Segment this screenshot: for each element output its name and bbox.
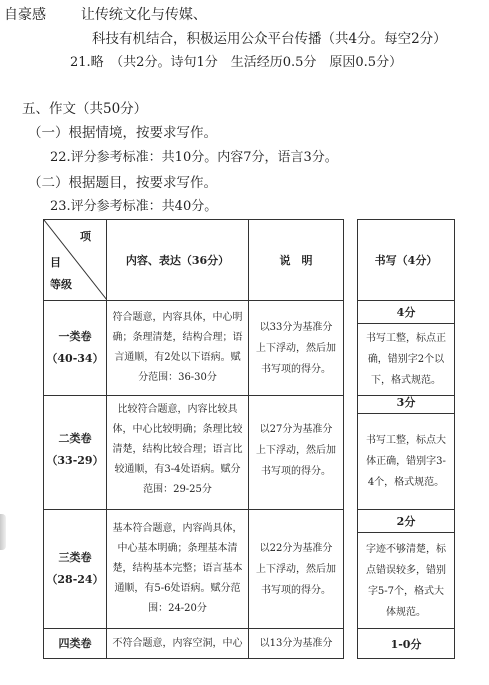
- corner-header-cell: [44, 220, 107, 301]
- table-row: [44, 391, 455, 414]
- header-content: 内容、表达（36分）: [107, 220, 249, 301]
- top-line-1-label: 自豪感: [4, 7, 46, 23]
- grade-cell: [44, 629, 107, 659]
- writing-score: 2分: [358, 510, 455, 533]
- table-header-row: [44, 220, 455, 301]
- header-writing: 书写（4分）: [358, 220, 455, 301]
- grade-range: （28-24）: [46, 573, 104, 586]
- q22-criteria: 22.评分参考标准：共10分。内容7分，语言3分。: [50, 150, 338, 165]
- column-gap: [344, 220, 358, 396]
- q23-criteria: 23.评分参考标准：共40分。: [50, 199, 218, 214]
- writing-desc: 书写工整，标点正确，错别字2个以下，格式规范。: [358, 324, 455, 396]
- grade-range: （33-29）: [46, 454, 104, 467]
- writing-desc: 书写工整，标点大体正确，错别字3-4个，格式规范。: [358, 414, 455, 510]
- content-cell: 不符合题意，内容空洞，中心: [107, 629, 249, 659]
- note-cell: 以33分为基准分上下浮动，然后加书写项的得分。: [249, 301, 344, 396]
- content-cell: 比较符合题意，内容比较具体，中心比较明确；条理比较清楚，结构比较合理；语言比较通顺，有3-4处语病。赋分范围：29-25分: [107, 391, 249, 510]
- scoring-table: [43, 219, 455, 396]
- corner-label-grade: 等级: [50, 278, 72, 291]
- writing-score: 1-0分: [358, 629, 455, 659]
- part-1-title: （一）根据情境，按要求写作。: [28, 125, 217, 141]
- answer-21: 21.略 （共2分。诗句1分 生活经历0.5分 原因0.5分）: [70, 55, 403, 70]
- writing-score: 3分: [358, 391, 455, 414]
- note-cell: 以27分为基准分上下浮动，然后加书写项的得分。: [249, 391, 344, 510]
- column-gap: [344, 391, 358, 659]
- table-row: [44, 301, 455, 324]
- grade-label: 三类卷: [58, 551, 92, 564]
- writing-score: 4分: [358, 301, 455, 324]
- corner-label-item: 项: [80, 230, 91, 243]
- corner-label-mu: 目: [50, 256, 61, 269]
- note-cell: 以13分为基准分: [249, 629, 344, 659]
- part-2-title: （二）根据题目，按要求写作。: [28, 175, 217, 191]
- grade-cell: [44, 391, 107, 510]
- page-edge-tab: [0, 514, 6, 550]
- grade-range: （40-34）: [46, 352, 104, 365]
- table-row: [44, 629, 455, 659]
- content-cell: 基本符合题意，内容尚具体，中心基本明确；条理基本清楚，结构基本完整；语言基本通顺，有5-6处语病。赋分范围：24-20分: [107, 510, 249, 629]
- content-cell: 符合题意，内容具体，中心明确；条理清楚，结构合理；语言通顺，有2处以下语病。赋分范围：36-30分: [107, 301, 249, 396]
- scoring-table-cont: [43, 391, 455, 659]
- top-line-1-text: 让传统文化与传媒、: [80, 7, 207, 23]
- top-line-1: [4, 6, 207, 24]
- table-row: [44, 510, 455, 533]
- note-cell: 以22分为基准分上下浮动，然后加书写项的得分。: [249, 510, 344, 629]
- grade-label: 一类卷: [58, 330, 92, 343]
- section-5-title: 五、作文（共50分）: [22, 101, 148, 117]
- grade-cell: [44, 301, 107, 396]
- header-note: 说 明: [249, 220, 344, 301]
- grade-label: 二类卷: [58, 432, 92, 445]
- top-line-2: 科技有机结合，积极运用公众平台传播（共4分。每空2分）: [92, 31, 447, 47]
- writing-desc: 字迹不够清楚，标点错误较多，错别字5-7个，格式大体规范。: [358, 533, 455, 629]
- grade-cell: [44, 510, 107, 629]
- grade-label: 四类卷: [58, 636, 92, 650]
